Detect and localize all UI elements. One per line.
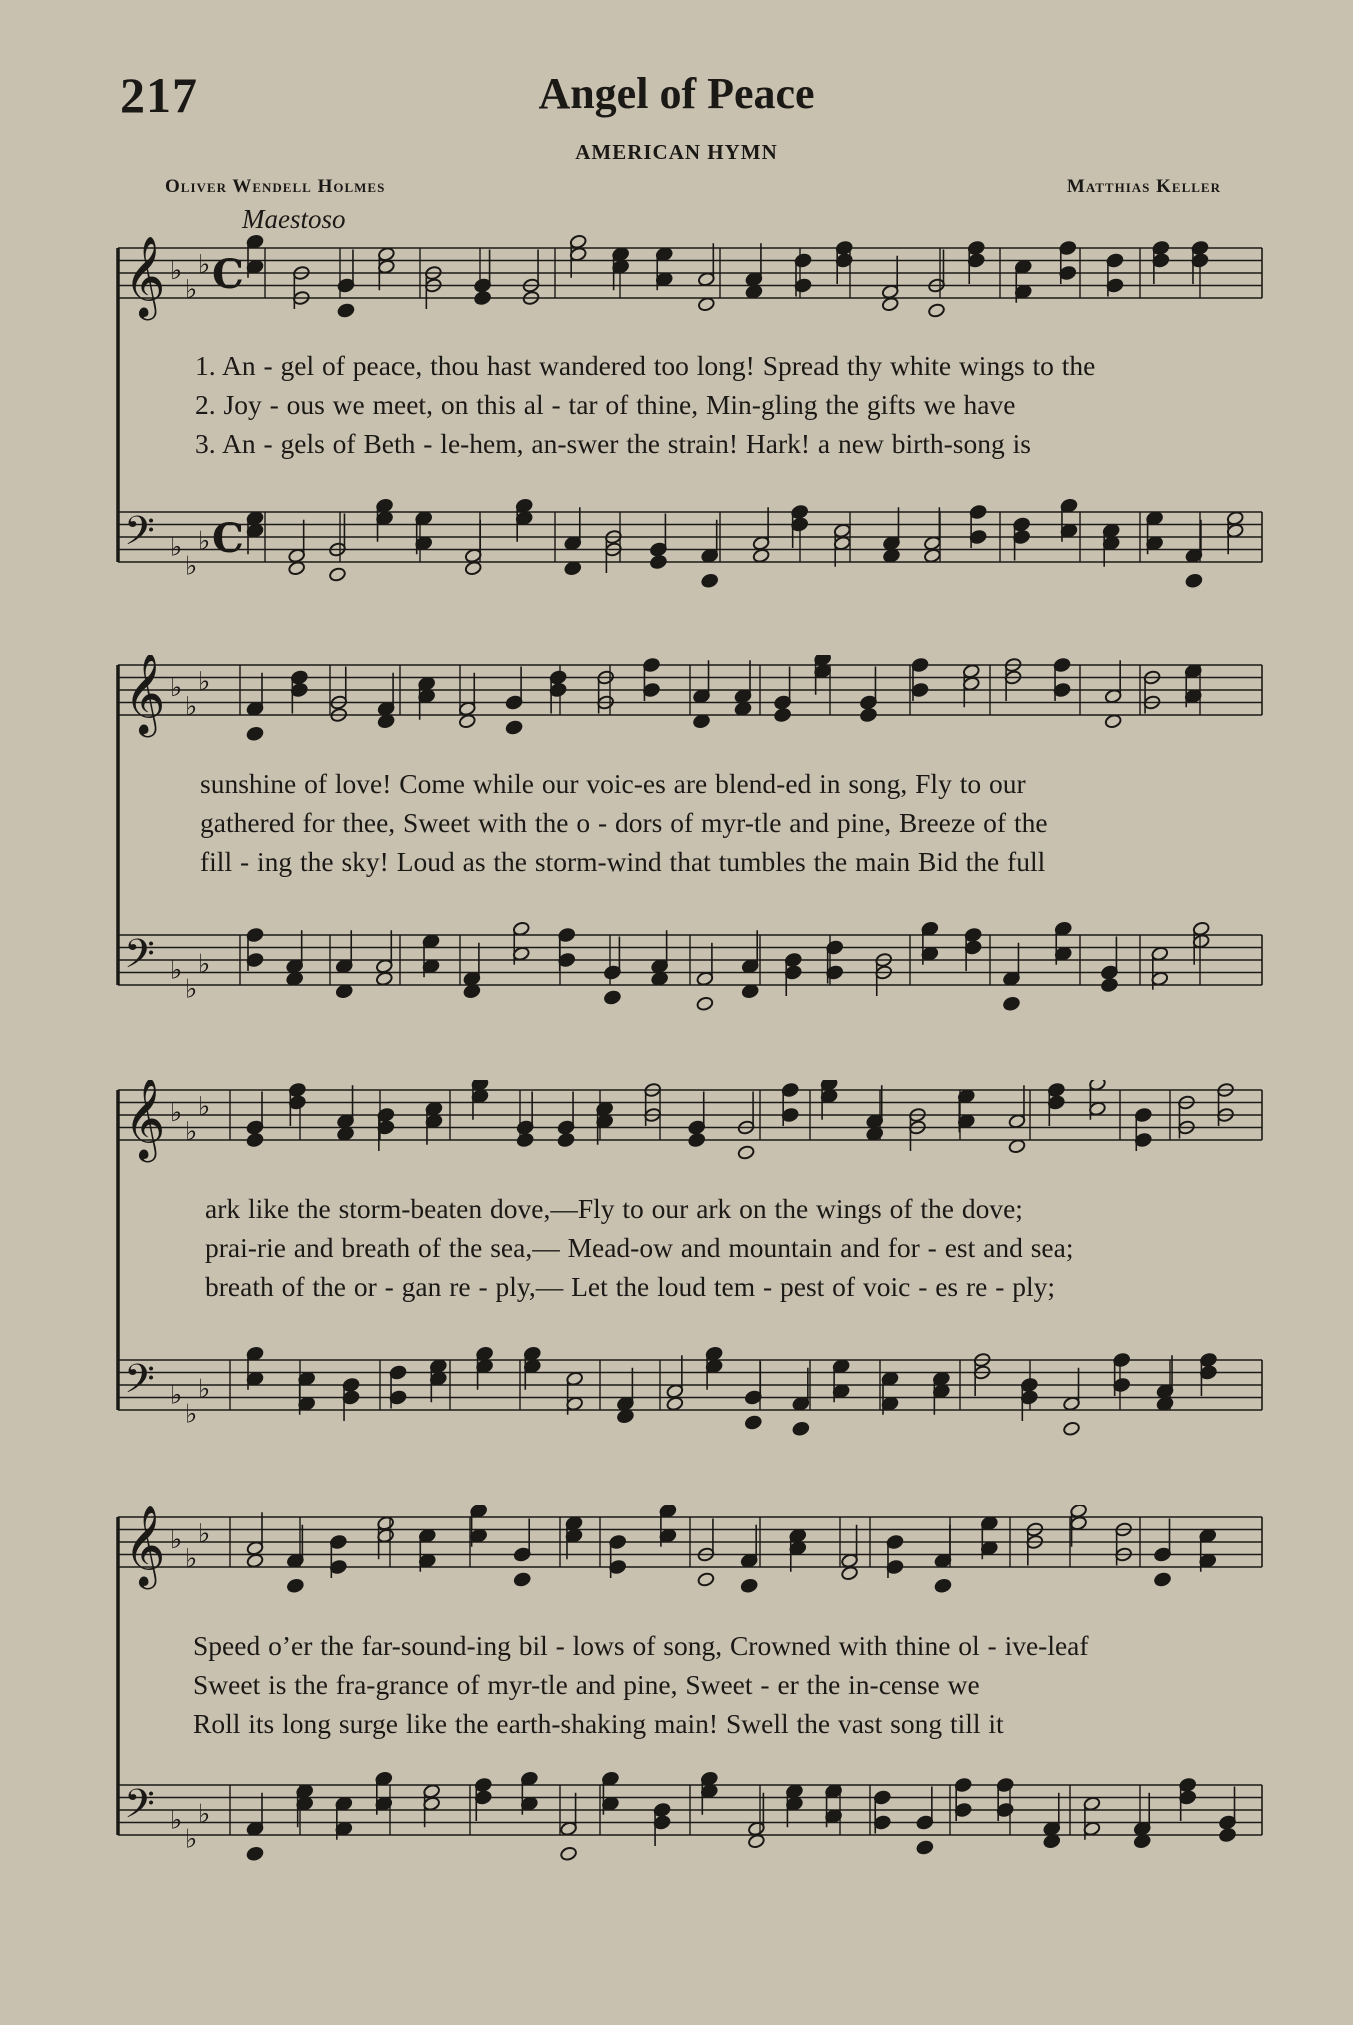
svg-text:♭: ♭: [185, 274, 198, 305]
svg-text:♭: ♭: [170, 1380, 183, 1411]
svg-text:𝄢: 𝄢: [124, 1356, 155, 1412]
svg-text:♭: ♭: [170, 1805, 183, 1836]
svg-text:♭: ♭: [198, 949, 211, 980]
lyric-line: ark like the storm-beaten dove,—Fly to our ark on the wings of the dove;: [205, 1193, 1023, 1224]
lyric-line: Roll its long surge like the earth-shaking main! Swell the vast song till it: [193, 1708, 1004, 1739]
svg-text:𝄢: 𝄢: [124, 1781, 155, 1837]
tune-name: AMERICAN HYMN: [575, 140, 778, 164]
lyric-line: Speed o’er the far-sound-ing bil - lows of song, Crowned with thine ol - ive-leaf: [193, 1630, 1089, 1661]
lyric-line: prai-rie and breath of the sea,— Mead-ow and mountain and for - est and sea;: [205, 1232, 1074, 1263]
svg-text:♭: ♭: [170, 256, 183, 286]
svg-text:♭: ♭: [198, 1518, 211, 1549]
svg-text:♭: ♭: [170, 673, 183, 703]
svg-text:C: C: [212, 515, 244, 562]
lyric-line: gathered for thee, Sweet with the o - dors of myr-tle and pine, Breeze of the: [200, 807, 1048, 838]
svg-text:♭: ♭: [185, 1399, 198, 1430]
svg-text:♭: ♭: [198, 1799, 211, 1830]
svg-text:𝄢: 𝄢: [124, 931, 155, 987]
svg-text:♭: ♭: [170, 532, 183, 563]
svg-text:𝄞: 𝄞: [124, 1505, 166, 1586]
svg-text:𝄞: 𝄞: [124, 235, 166, 317]
composer-credit: Matthias Keller: [1066, 176, 1221, 197]
svg-text:𝄞: 𝄞: [124, 1080, 166, 1159]
svg-text:♭: ♭: [198, 526, 211, 557]
svg-text:C: C: [212, 251, 244, 298]
svg-text:♭: ♭: [198, 666, 211, 697]
svg-text:♭: ♭: [170, 1098, 183, 1128]
lyric-line: 1. An - gel of peace, thou hast wandered too long! Spread thy white wings to the: [195, 350, 1096, 381]
svg-text:♭: ♭: [185, 1543, 198, 1574]
hymn-number: 217: [120, 67, 198, 123]
svg-text:♭: ♭: [185, 974, 198, 1005]
svg-text:♭: ♭: [185, 1824, 198, 1855]
lyric-line: sunshine of love! Come while our voic-es are blend-ed in song, Fly to our: [200, 768, 1026, 799]
svg-text:♭: ♭: [185, 551, 198, 582]
lyric-line: 3. An - gels of Beth - le-hem, an-swer the strain! Hark! a new birth-song is: [195, 428, 1031, 459]
hymn-title: Angel of Peace: [538, 69, 815, 118]
svg-text:𝄢: 𝄢: [124, 508, 155, 564]
lyric-line: 2. Joy - ous we meet, on this al - tar of thine, Min-gling the gifts we have: [195, 389, 1016, 420]
lyric-line: Sweet is the fra-grance of myr-tle and pine, Sweet - er the in-cense we: [193, 1669, 980, 1700]
svg-text:♭: ♭: [170, 1525, 183, 1555]
author-credit: Oliver Wendell Holmes: [165, 176, 386, 197]
svg-text:♭: ♭: [198, 249, 211, 280]
svg-text:♭: ♭: [170, 955, 183, 986]
lyric-line: breath of the or - gan re - ply,— Let the loud tem - pest of voic - es re - ply;: [205, 1271, 1056, 1302]
svg-text:♭: ♭: [185, 691, 198, 722]
svg-text:♭: ♭: [198, 1374, 211, 1405]
svg-text:♭: ♭: [198, 1091, 211, 1122]
lyric-line: fill - ing the sky! Loud as the storm-wind that tumbles the main Bid the full: [200, 846, 1046, 877]
svg-text:♭: ♭: [185, 1116, 198, 1147]
svg-text:𝄞: 𝄞: [124, 655, 166, 734]
tempo-marking: Maestoso: [242, 204, 346, 234]
